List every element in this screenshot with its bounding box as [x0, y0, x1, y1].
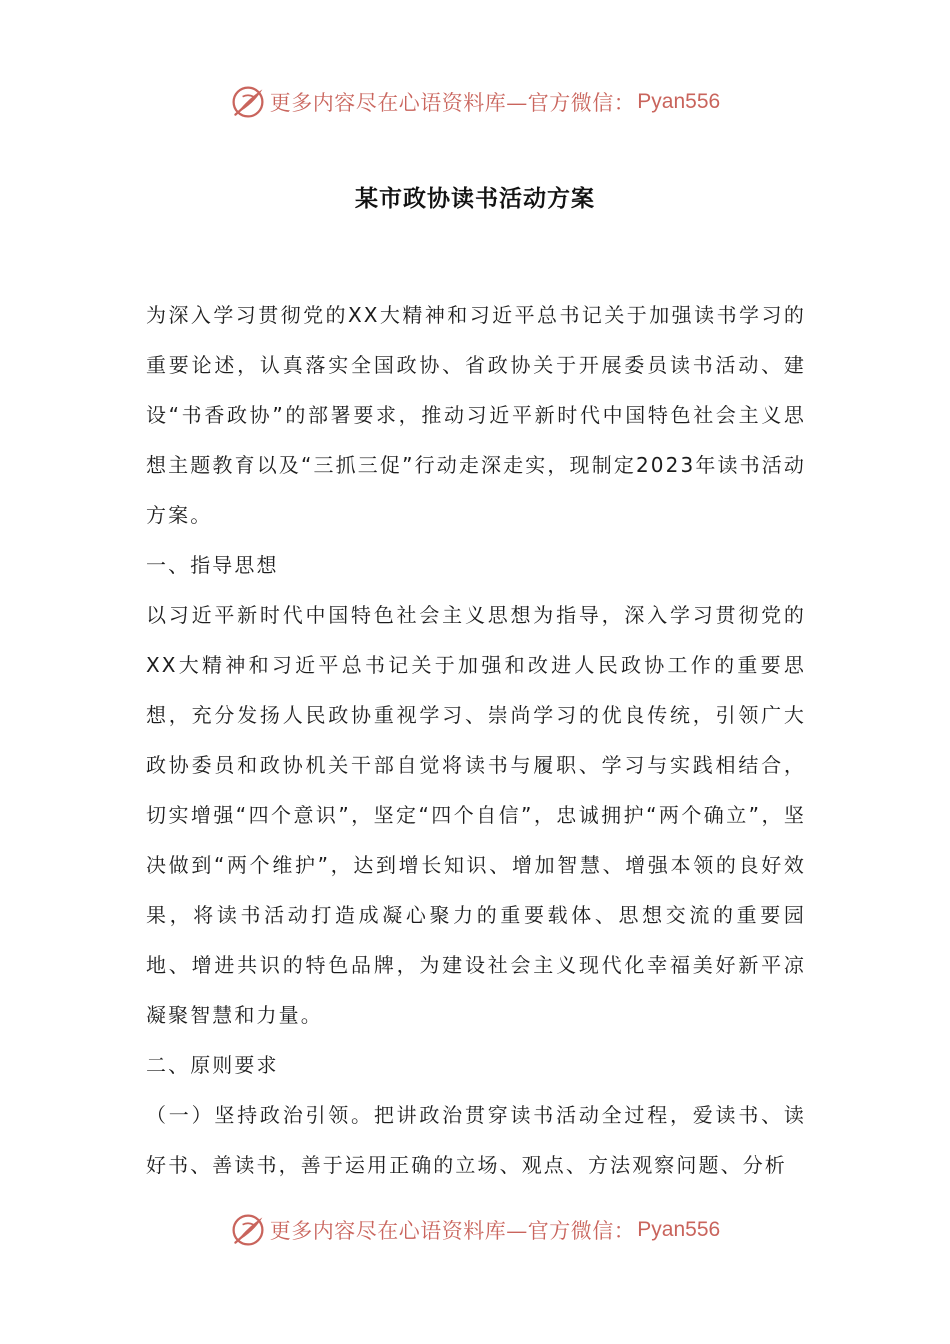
guiding-ideology-paragraph: 以习近平新时代中国特色社会主义思想为指导，深入学习贯彻党的XX大精神和习近平总书记关于加强和改进人民政协工作的重要思想，充分发扬人民政协重视学习、崇尚学习的优良传统，引领广大政协委员和政协机关干部自觉将读书与履职、学习与实践相结合，切实增强“四个意识”，坚定“四个自信”，忠诚拥护“两个确立”，坚决做到“两个维护”，达到增长知识、增加智慧、增强本领的良好效果，将读书活动打造成凝心聚力的重要载体、思想交流的重要园地、增进共识的特色品牌，为建设社会主义现代化幸福美好新平凉凝聚智慧和力量。 [146, 603, 806, 1027]
watermark-wechat-id: Pyan556 [637, 1218, 721, 1241]
intro-paragraph: 为深入学习贯彻党的XX大精神和习近平总书记关于加强读书学习的重要论述，认真落实全国政协、省政协关于开展委员读书活动、建设“书香政协”的部署要求，推动习近平新时代中国特色社会主义思想主题教育以及“三抓三促”行动走深走实，现制定2023年读书活动方案。 [146, 303, 806, 527]
document-title: 某市政协读书活动方案 [355, 185, 595, 212]
watermark-text: 更多内容尽在心语资料库—官方微信： [269, 91, 636, 115]
principle-paragraph-1: （一）坚持政治引领。把讲政治贯穿读书活动全过程，爱读书、读好书、善读书，善于运用正确的立场、观点、方法观察问题、分析 [146, 1103, 806, 1177]
section-heading-principles: 二、原则要求 [146, 1053, 279, 1077]
watermark-wechat-id: Pyan556 [637, 90, 721, 113]
watermark-text: 更多内容尽在心语资料库—官方微信： [269, 1219, 636, 1243]
document-body [146, 290, 806, 1190]
watermark-banner-bottom [0, 1208, 950, 1252]
section-heading-guiding-ideology: 一、指导思想 [146, 553, 279, 577]
quill-logo-icon [230, 1212, 266, 1248]
quill-logo-icon [230, 84, 266, 120]
watermark-banner-top [0, 80, 950, 124]
